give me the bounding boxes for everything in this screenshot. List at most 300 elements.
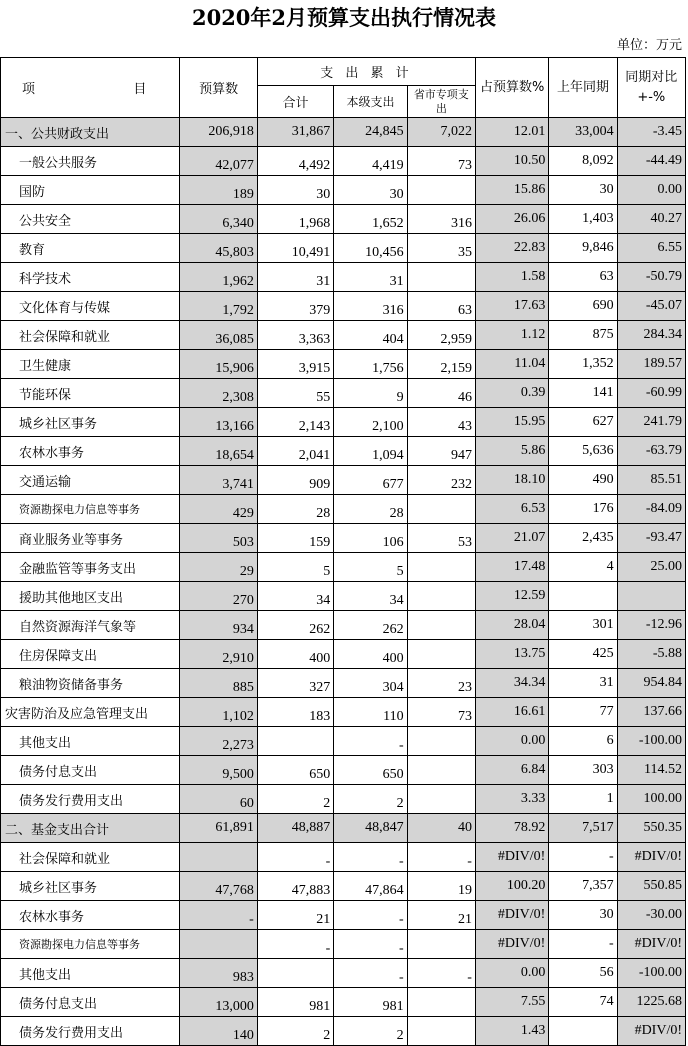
total-cell: 2 [257, 785, 333, 814]
table-row [1, 698, 686, 727]
last-year-cell: 7,357 [549, 872, 617, 901]
local-cell: 316 [334, 292, 407, 321]
local-cell: 24,845 [334, 118, 407, 147]
last-year-cell: 176 [549, 495, 617, 524]
row-name-cell: 商业服务业等事务 [1, 524, 180, 553]
special-cell [407, 756, 475, 785]
special-cell: 40 [407, 814, 475, 843]
table-row [1, 785, 686, 814]
budget-cell: 18,654 [180, 437, 257, 466]
special-cell [407, 930, 475, 959]
total-cell: 4,492 [257, 147, 333, 176]
total-cell: 55 [257, 379, 333, 408]
row-name-cell: 二、基金支出合计 [1, 814, 180, 843]
budget-cell: 885 [180, 669, 257, 698]
table-row [1, 611, 686, 640]
report-title: 2020年2月预算支出执行情况表 [191, 5, 497, 30]
last-year-cell: 690 [549, 292, 617, 321]
local-cell: - [334, 727, 407, 756]
table-row [1, 437, 686, 466]
header-pct: 占预算数% [475, 58, 548, 118]
row-name-cell: 节能环保 [1, 379, 180, 408]
local-cell: 2 [334, 1017, 407, 1046]
total-cell: 48,887 [257, 814, 333, 843]
total-cell: 909 [257, 466, 333, 495]
table-row [1, 408, 686, 437]
local-cell: - [334, 930, 407, 959]
pct-cell: 28.04 [475, 611, 548, 640]
total-cell: 2,041 [257, 437, 333, 466]
row-name-cell: 债务付息支出 [1, 756, 180, 785]
budget-cell: 6,340 [180, 205, 257, 234]
table-row [1, 147, 686, 176]
table-row [1, 1017, 686, 1046]
header-yoy: 同期对比+-% [617, 58, 685, 118]
pct-cell: 22.83 [475, 234, 548, 263]
last-year-cell: 30 [549, 901, 617, 930]
special-cell: 2,959 [407, 321, 475, 350]
special-cell: 35 [407, 234, 475, 263]
last-year-cell: 1,403 [549, 205, 617, 234]
pct-cell: #DIV/0! [475, 901, 548, 930]
last-year-cell: 8,092 [549, 147, 617, 176]
last-year-cell: 1,352 [549, 350, 617, 379]
budget-cell [180, 843, 257, 872]
yoy-cell: #DIV/0! [617, 930, 685, 959]
yoy-cell: -100.00 [617, 727, 685, 756]
last-year-cell: 425 [549, 640, 617, 669]
yoy-cell: 114.52 [617, 756, 685, 785]
header-cumulative: 支 出 累 计 [257, 58, 475, 86]
local-cell: - [334, 959, 407, 988]
budget-cell: 189 [180, 176, 257, 205]
budget-cell: 270 [180, 582, 257, 611]
last-year-cell: 1 [549, 785, 617, 814]
row-name-cell: 卫生健康 [1, 350, 180, 379]
table-row [1, 959, 686, 988]
budget-cell: 1,962 [180, 263, 257, 292]
budget-cell: 429 [180, 495, 257, 524]
budget-cell: 60 [180, 785, 257, 814]
special-cell [407, 727, 475, 756]
yoy-cell: 100.00 [617, 785, 685, 814]
total-cell: 10,491 [257, 234, 333, 263]
table-row [1, 930, 686, 959]
pct-cell: #DIV/0! [475, 930, 548, 959]
total-cell: 3,363 [257, 321, 333, 350]
local-cell: 1,652 [334, 205, 407, 234]
table-row [1, 582, 686, 611]
row-name-cell: 其他支出 [1, 727, 180, 756]
total-cell: 5 [257, 553, 333, 582]
yoy-cell: 550.35 [617, 814, 685, 843]
local-cell: - [334, 843, 407, 872]
last-year-cell: 74 [549, 988, 617, 1017]
total-cell: - [257, 930, 333, 959]
table-row [1, 669, 686, 698]
row-name-cell: 城乡社区事务 [1, 408, 180, 437]
row-name-cell: 金融监管等事务支出 [1, 553, 180, 582]
local-cell: 981 [334, 988, 407, 1017]
local-cell: 650 [334, 756, 407, 785]
budget-cell: 2,273 [180, 727, 257, 756]
local-cell: 47,864 [334, 872, 407, 901]
table-row [1, 118, 686, 147]
yoy-cell: -84.09 [617, 495, 685, 524]
yoy-cell: 189.57 [617, 350, 685, 379]
special-cell: 63 [407, 292, 475, 321]
table-row [1, 466, 686, 495]
yoy-cell: #DIV/0! [617, 1017, 685, 1046]
last-year-cell: 33,004 [549, 118, 617, 147]
row-name-cell: 公共安全 [1, 205, 180, 234]
total-cell: - [257, 843, 333, 872]
pct-cell: 21.07 [475, 524, 548, 553]
special-cell [407, 640, 475, 669]
row-name-cell: 社会保障和就业 [1, 843, 180, 872]
last-year-cell: 627 [549, 408, 617, 437]
special-cell [407, 1017, 475, 1046]
last-year-cell [549, 1017, 617, 1046]
table-row [1, 495, 686, 524]
row-name-cell: 资源勘探电力信息等事务 [1, 930, 180, 959]
budget-cell: 983 [180, 959, 257, 988]
header-item-right: 目 [133, 82, 147, 97]
total-cell: 650 [257, 756, 333, 785]
yoy-cell: -3.45 [617, 118, 685, 147]
local-cell: 677 [334, 466, 407, 495]
budget-cell: 61,891 [180, 814, 257, 843]
budget-cell [180, 930, 257, 959]
row-name-cell: 自然资源海洋气象等 [1, 611, 180, 640]
budget-cell: 206,918 [180, 118, 257, 147]
total-cell: 34 [257, 582, 333, 611]
budget-cell: - [180, 901, 257, 930]
yoy-cell [617, 582, 685, 611]
yoy-cell: 25.00 [617, 553, 685, 582]
table-row [1, 350, 686, 379]
last-year-cell: - [549, 930, 617, 959]
local-cell: 106 [334, 524, 407, 553]
table-row [1, 234, 686, 263]
special-cell: 21 [407, 901, 475, 930]
total-cell: 30 [257, 176, 333, 205]
table-row [1, 379, 686, 408]
total-cell: 28 [257, 495, 333, 524]
special-cell: 53 [407, 524, 475, 553]
row-name-cell: 债务发行费用支出 [1, 1017, 180, 1046]
row-name-cell: 其他支出 [1, 959, 180, 988]
yoy-cell: -93.47 [617, 524, 685, 553]
yoy-cell: 137.66 [617, 698, 685, 727]
local-cell: 110 [334, 698, 407, 727]
row-name-cell: 农林水事务 [1, 437, 180, 466]
pct-cell: 5.86 [475, 437, 548, 466]
budget-cell: 29 [180, 553, 257, 582]
local-cell: 2 [334, 785, 407, 814]
local-cell: 304 [334, 669, 407, 698]
header-item [1, 58, 180, 118]
yoy-cell: 6.55 [617, 234, 685, 263]
table-row [1, 524, 686, 553]
row-name-cell: 资源勘探电力信息等事务 [1, 495, 180, 524]
last-year-cell: 875 [549, 321, 617, 350]
total-cell [257, 959, 333, 988]
table-row [1, 205, 686, 234]
yoy-cell: 954.84 [617, 669, 685, 698]
total-cell: 159 [257, 524, 333, 553]
special-cell [407, 582, 475, 611]
header-local: 本级支出 [334, 86, 407, 118]
yoy-cell: -63.79 [617, 437, 685, 466]
last-year-cell: - [549, 843, 617, 872]
yoy-cell: -60.99 [617, 379, 685, 408]
pct-cell: 1.43 [475, 1017, 548, 1046]
yoy-cell: 85.51 [617, 466, 685, 495]
row-name-cell: 一、公共财政支出 [1, 118, 180, 147]
yoy-cell: -44.49 [617, 147, 685, 176]
last-year-cell: 30 [549, 176, 617, 205]
pct-cell: 6.84 [475, 756, 548, 785]
budget-cell: 1,792 [180, 292, 257, 321]
header-total: 合计 [257, 86, 333, 118]
budget-cell: 47,768 [180, 872, 257, 901]
pct-cell: 6.53 [475, 495, 548, 524]
total-cell: 981 [257, 988, 333, 1017]
pct-cell: 1.12 [475, 321, 548, 350]
budget-cell: 42,077 [180, 147, 257, 176]
row-name-cell: 灾害防治及应急管理支出 [1, 698, 180, 727]
yoy-cell: 241.79 [617, 408, 685, 437]
pct-cell: 10.50 [475, 147, 548, 176]
last-year-cell: 6 [549, 727, 617, 756]
yoy-cell: 284.34 [617, 321, 685, 350]
special-cell [407, 988, 475, 1017]
local-cell: 400 [334, 640, 407, 669]
row-name-cell: 社会保障和就业 [1, 321, 180, 350]
pct-cell: 0.00 [475, 727, 548, 756]
yoy-cell: 1225.68 [617, 988, 685, 1017]
table-row [1, 263, 686, 292]
local-cell: 1,094 [334, 437, 407, 466]
table-row [1, 756, 686, 785]
row-name-cell: 债务付息支出 [1, 988, 180, 1017]
last-year-cell: 56 [549, 959, 617, 988]
local-cell: 1,756 [334, 350, 407, 379]
table-row [1, 321, 686, 350]
local-cell: 9 [334, 379, 407, 408]
last-year-cell: 31 [549, 669, 617, 698]
total-cell: 31,867 [257, 118, 333, 147]
last-year-cell [549, 582, 617, 611]
pct-cell: 0.39 [475, 379, 548, 408]
pct-cell: 15.95 [475, 408, 548, 437]
special-cell: 43 [407, 408, 475, 437]
pct-cell: 12.01 [475, 118, 548, 147]
total-cell: 3,915 [257, 350, 333, 379]
special-cell: 46 [407, 379, 475, 408]
yoy-cell: 0.00 [617, 176, 685, 205]
special-cell [407, 785, 475, 814]
last-year-cell: 9,846 [549, 234, 617, 263]
last-year-cell: 2,435 [549, 524, 617, 553]
yoy-cell: -45.07 [617, 292, 685, 321]
table-row [1, 727, 686, 756]
pct-cell: 11.04 [475, 350, 548, 379]
budget-cell: 503 [180, 524, 257, 553]
local-cell: 262 [334, 611, 407, 640]
pct-cell: 17.63 [475, 292, 548, 321]
table-row [1, 843, 686, 872]
special-cell [407, 611, 475, 640]
pct-cell: 18.10 [475, 466, 548, 495]
special-cell [407, 263, 475, 292]
row-name-cell: 债务发行费用支出 [1, 785, 180, 814]
last-year-cell: 5,636 [549, 437, 617, 466]
local-cell: 5 [334, 553, 407, 582]
total-cell: 2,143 [257, 408, 333, 437]
pct-cell: 7.55 [475, 988, 548, 1017]
total-cell [257, 727, 333, 756]
local-cell: - [334, 901, 407, 930]
row-name-cell: 科学技术 [1, 263, 180, 292]
budget-cell: 3,741 [180, 466, 257, 495]
table-row [1, 640, 686, 669]
row-name-cell: 农林水事务 [1, 901, 180, 930]
budget-cell: 15,906 [180, 350, 257, 379]
pct-cell: 100.20 [475, 872, 548, 901]
total-cell: 262 [257, 611, 333, 640]
last-year-cell: 63 [549, 263, 617, 292]
table-row [1, 814, 686, 843]
last-year-cell: 7,517 [549, 814, 617, 843]
row-name-cell: 援助其他地区支出 [1, 582, 180, 611]
special-cell: 7,022 [407, 118, 475, 147]
last-year-cell: 303 [549, 756, 617, 785]
total-cell: 1,968 [257, 205, 333, 234]
budget-cell: 45,803 [180, 234, 257, 263]
special-cell [407, 495, 475, 524]
total-cell: 183 [257, 698, 333, 727]
budget-cell: 13,000 [180, 988, 257, 1017]
yoy-cell: 550.85 [617, 872, 685, 901]
pct-cell: 34.34 [475, 669, 548, 698]
table-body [1, 118, 686, 1046]
pct-cell: 17.48 [475, 553, 548, 582]
pct-cell: 13.75 [475, 640, 548, 669]
budget-cell: 140 [180, 1017, 257, 1046]
total-cell: 379 [257, 292, 333, 321]
total-cell: 400 [257, 640, 333, 669]
unit-label: 单位：万元 [616, 38, 682, 53]
local-cell: 4,419 [334, 147, 407, 176]
special-cell: 73 [407, 698, 475, 727]
local-cell: 34 [334, 582, 407, 611]
last-year-cell: 141 [549, 379, 617, 408]
yoy-cell: -50.79 [617, 263, 685, 292]
row-name-cell: 粮油物资储备事务 [1, 669, 180, 698]
budget-table [0, 57, 686, 1046]
row-name-cell: 教育 [1, 234, 180, 263]
local-cell: 2,100 [334, 408, 407, 437]
budget-cell: 2,308 [180, 379, 257, 408]
special-cell [407, 176, 475, 205]
pct-cell: 16.61 [475, 698, 548, 727]
local-cell: 30 [334, 176, 407, 205]
yoy-cell: -12.96 [617, 611, 685, 640]
table-row [1, 872, 686, 901]
header-item-left: 项 [22, 82, 36, 97]
budget-cell: 13,166 [180, 408, 257, 437]
last-year-cell: 301 [549, 611, 617, 640]
row-name-cell: 国防 [1, 176, 180, 205]
special-cell: - [407, 959, 475, 988]
pct-cell: 12.59 [475, 582, 548, 611]
special-cell: - [407, 843, 475, 872]
local-cell: 48,847 [334, 814, 407, 843]
row-name-cell: 文化体育与传媒 [1, 292, 180, 321]
special-cell: 316 [407, 205, 475, 234]
yoy-cell: 40.27 [617, 205, 685, 234]
special-cell: 19 [407, 872, 475, 901]
header-budget: 预算数 [180, 58, 257, 118]
pct-cell: 15.86 [475, 176, 548, 205]
pct-cell: #DIV/0! [475, 843, 548, 872]
table-row [1, 176, 686, 205]
local-cell: 31 [334, 263, 407, 292]
pct-cell: 1.58 [475, 263, 548, 292]
budget-cell: 1,102 [180, 698, 257, 727]
row-name-cell: 城乡社区事务 [1, 872, 180, 901]
pct-cell: 78.92 [475, 814, 548, 843]
budget-cell: 934 [180, 611, 257, 640]
special-cell [407, 553, 475, 582]
budget-cell: 9,500 [180, 756, 257, 785]
local-cell: 10,456 [334, 234, 407, 263]
table-row [1, 988, 686, 1017]
local-cell: 28 [334, 495, 407, 524]
local-cell: 404 [334, 321, 407, 350]
budget-cell: 2,910 [180, 640, 257, 669]
table-row [1, 292, 686, 321]
table-row [1, 553, 686, 582]
total-cell: 21 [257, 901, 333, 930]
pct-cell: 0.00 [475, 959, 548, 988]
total-cell: 2 [257, 1017, 333, 1046]
special-cell: 2,159 [407, 350, 475, 379]
header-last-year: 上年同期 [549, 58, 617, 118]
last-year-cell: 490 [549, 466, 617, 495]
pct-cell: 26.06 [475, 205, 548, 234]
special-cell: 23 [407, 669, 475, 698]
last-year-cell: 4 [549, 553, 617, 582]
yoy-cell: -100.00 [617, 959, 685, 988]
budget-cell: 36,085 [180, 321, 257, 350]
special-cell: 73 [407, 147, 475, 176]
last-year-cell: 77 [549, 698, 617, 727]
table-row [1, 901, 686, 930]
total-cell: 31 [257, 263, 333, 292]
row-name-cell: 一般公共服务 [1, 147, 180, 176]
special-cell: 947 [407, 437, 475, 466]
yoy-cell: -5.88 [617, 640, 685, 669]
header-special: 省市专项支出 [407, 86, 475, 118]
total-cell: 327 [257, 669, 333, 698]
row-name-cell: 交通运输 [1, 466, 180, 495]
row-name-cell: 住房保障支出 [1, 640, 180, 669]
yoy-cell: -30.00 [617, 901, 685, 930]
pct-cell: 3.33 [475, 785, 548, 814]
